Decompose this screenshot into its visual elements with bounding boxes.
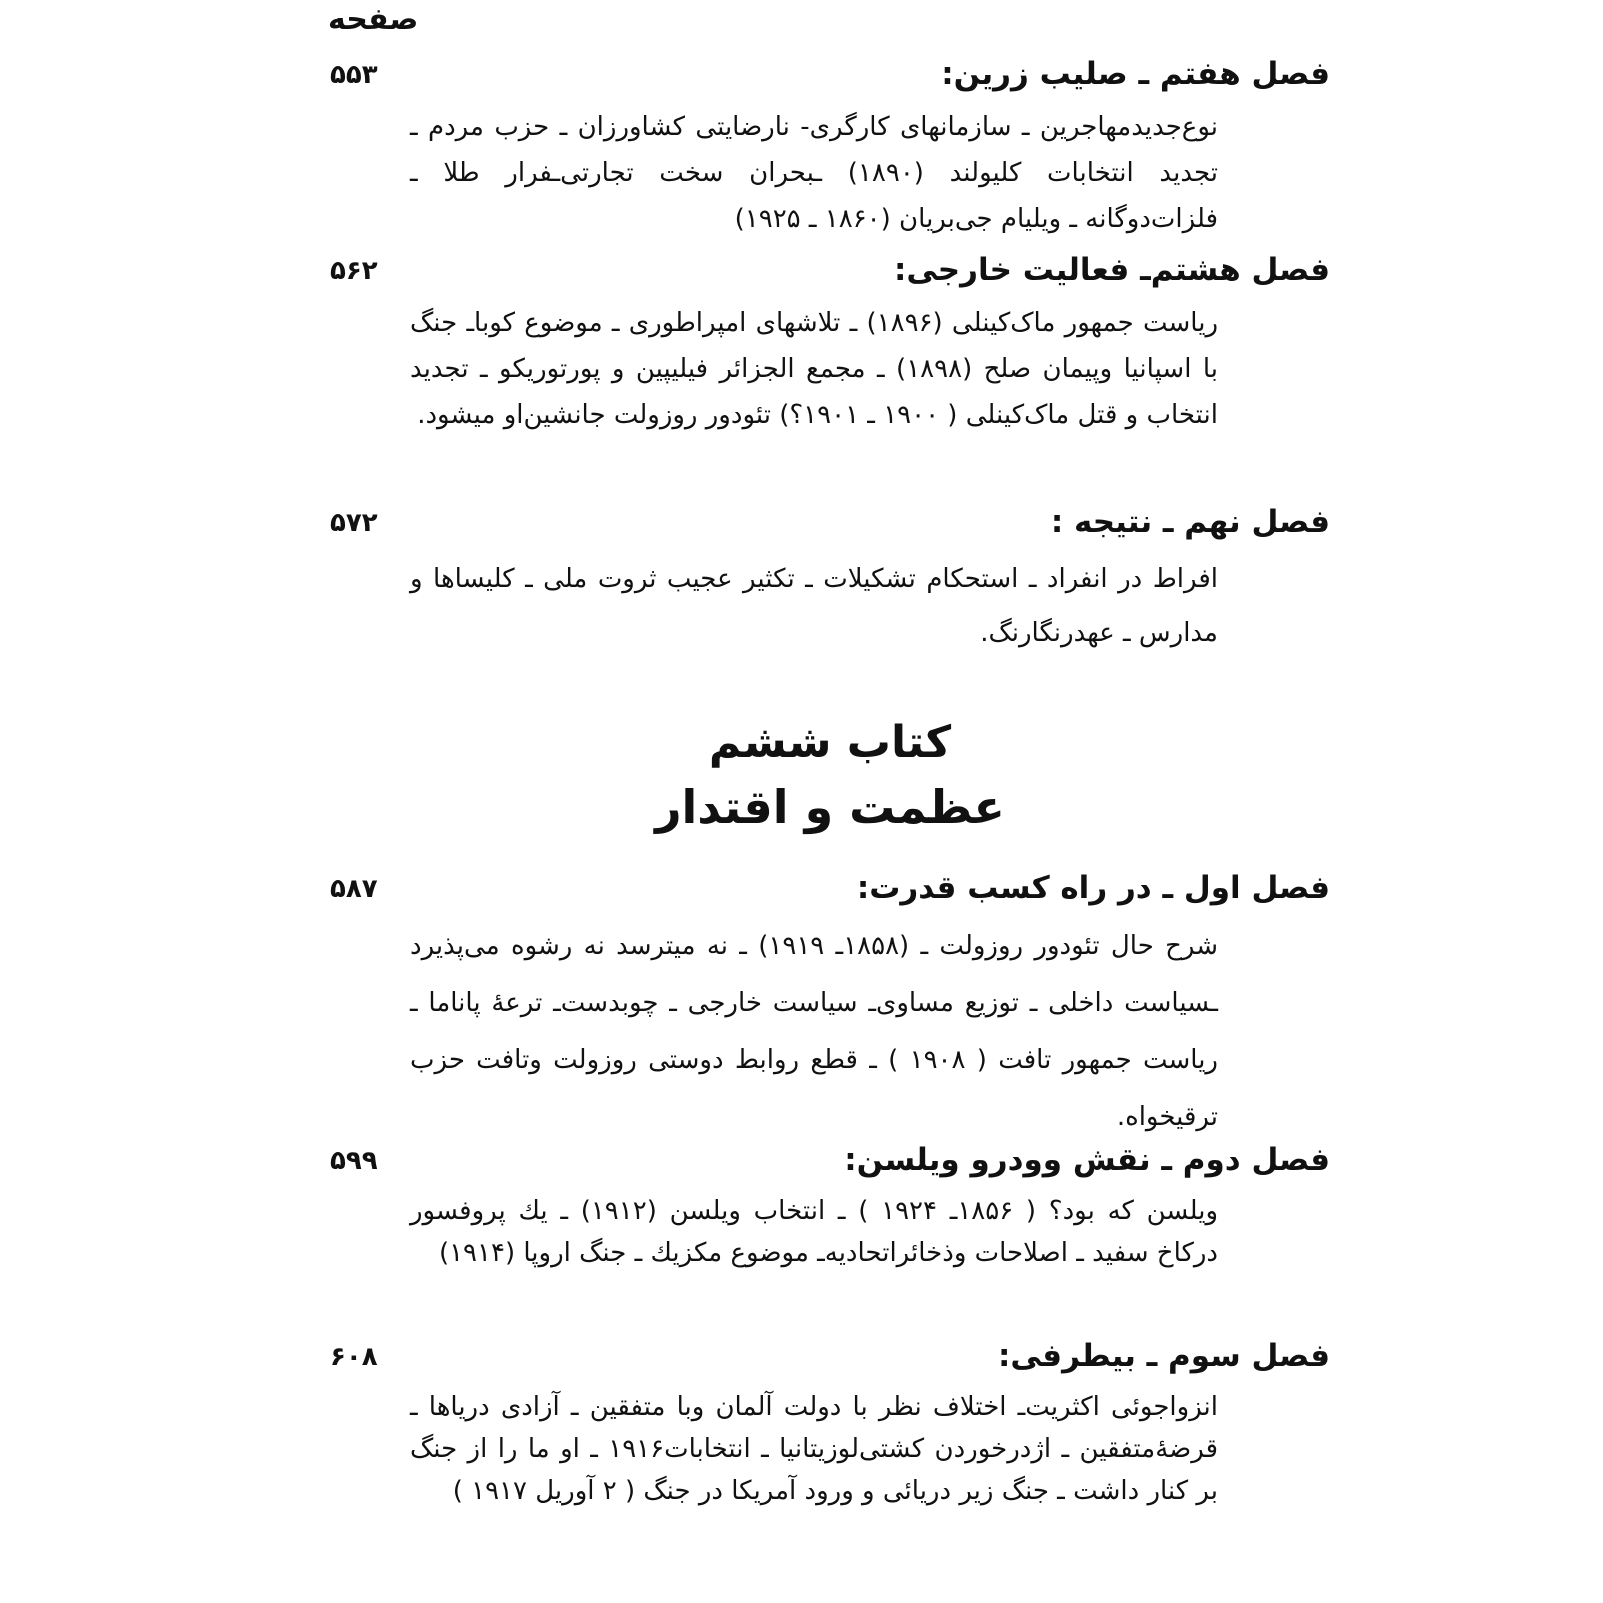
chapter-summary: ریاست جمهور ماک‌کینلی (۱۸۹۶) ـ تلاشهای امپراطوری ـ موضوع کوباـ جنگ با اسپانیا وپیمان صلح (۱۸۹۸) ـ مجمع الجزائر فیلیپین و پورتوریکو ـ تجدید انتخاب و قتل ماک‌کینلی ( ۱۹۰۰ ـ ۱۹۰۱؟) تئودور روزولت جانشین‌او میشود. — [410, 308, 1219, 430]
book-subtitle: عظمت و اقتدار — [655, 780, 1005, 834]
page-number: ۵۸۷ — [330, 874, 378, 904]
page-number: ۶۰۸ — [330, 1342, 378, 1372]
toc-entry-chapter-3 — [330, 1338, 1330, 1512]
page-number: ۵۶۲ — [330, 256, 378, 286]
chapter-summary: نوع‌جدید‌مهاجرین ـ سازمانهای کارگری- نارضایتی کشاورزان ـ حزب مردم ـ تجدید انتخابات کلیولند (۱۸۹۰) ـبحران سخت تجارتی‌ـفرار طلا ـ فلزات‌دوگانه ـ ویلیام جی‌بریان (۱۸۶۰ ـ ۱۹۲۵) — [410, 112, 1218, 234]
chapter-title: فصل هشتم‌ـ فعالیت خارجی: — [894, 252, 1330, 288]
toc-entry-chapter-7 — [330, 56, 1330, 242]
book-heading — [330, 712, 1330, 840]
chapter-row — [330, 504, 1330, 552]
page-number: ۵۹۹ — [330, 1146, 378, 1176]
chapter-title: فصل هفتم ـ صلیب زرین: — [941, 56, 1330, 92]
toc-entry-chapter-2 — [330, 1142, 1330, 1274]
chapter-title: فصل اول ـ در راه کسب قدرت: — [856, 870, 1330, 906]
page-number: ۵۵۳ — [330, 60, 378, 90]
chapter-summary: افراط در انفراد ـ استحکام تشکیلات ـ تکثیر عجیب ثروت ملی ـ کلیساها و مدارس ـ عهدرنگارنگ. — [410, 564, 1218, 648]
page-column-label: صفحه — [328, 2, 419, 37]
toc-entry-chapter-9 — [330, 504, 1330, 660]
chapter-summary: انزواجوئی اکثریت‌ـ اختلاف نظر با دولت آلمان وبا متفقین ـ آزادی دریاها ـ قرضهٔ‌متفقین ـ اژدرخوردن کشتی‌لوزیتانیا ـ انتخابات۱۹۱۶ ـ او ما را از جنگ بر کنار داشت ـ جنگ زیر دریائی و ورود آمریکا در جنگ ( ۲ آوریل ۱۹۱۷ ) — [410, 1392, 1218, 1506]
chapter-title: فصل نهم ـ نتیجه : — [1050, 504, 1330, 540]
page-number: ۵۷۲ — [330, 508, 378, 538]
chapter-row — [330, 1338, 1330, 1386]
chapter-title: فصل دوم ـ نقش وودرو ویلسن: — [844, 1142, 1330, 1178]
chapter-row — [330, 56, 1330, 104]
chapter-row — [330, 1142, 1330, 1190]
chapter-row — [330, 870, 1330, 918]
chapter-title: فصل سوم ـ بیطرفی: — [998, 1338, 1330, 1374]
chapter-summary: ویلسن که بود؟ ( ۱۸۵۶ـ ۱۹۲۴ ) ـ انتخاب ویلسن (۱۹۱۲) ـ یك پروفسور درکاخ سفید ـ اصلاحات وذخائراتحادیه‌ـ موضوع مکزیك ـ جنگ اروپا (۱۹۱۴) — [410, 1196, 1219, 1268]
book-title: کتاب ششم — [708, 717, 952, 768]
chapter-summary: شرح حال تئودور روزولت ـ (۱۸۵۸ـ ۱۹۱۹) ـ نه میترسد نه رشوه می‌پذیرد ـسیاست داخلی ـ توزیع مساوی‌ـ سیاست خارجی ـ چوبدست‌ـ ترعهٔ پاناما ـ ریاست جمهور تافت ( ۱۹۰۸ ) ـ قطع روابط دوستی روزولت وتافت حزب ترقیخواه. — [410, 931, 1219, 1132]
toc-entry-chapter-1 — [330, 870, 1330, 1146]
toc-entry-chapter-8 — [330, 252, 1330, 438]
chapter-row — [330, 252, 1330, 300]
